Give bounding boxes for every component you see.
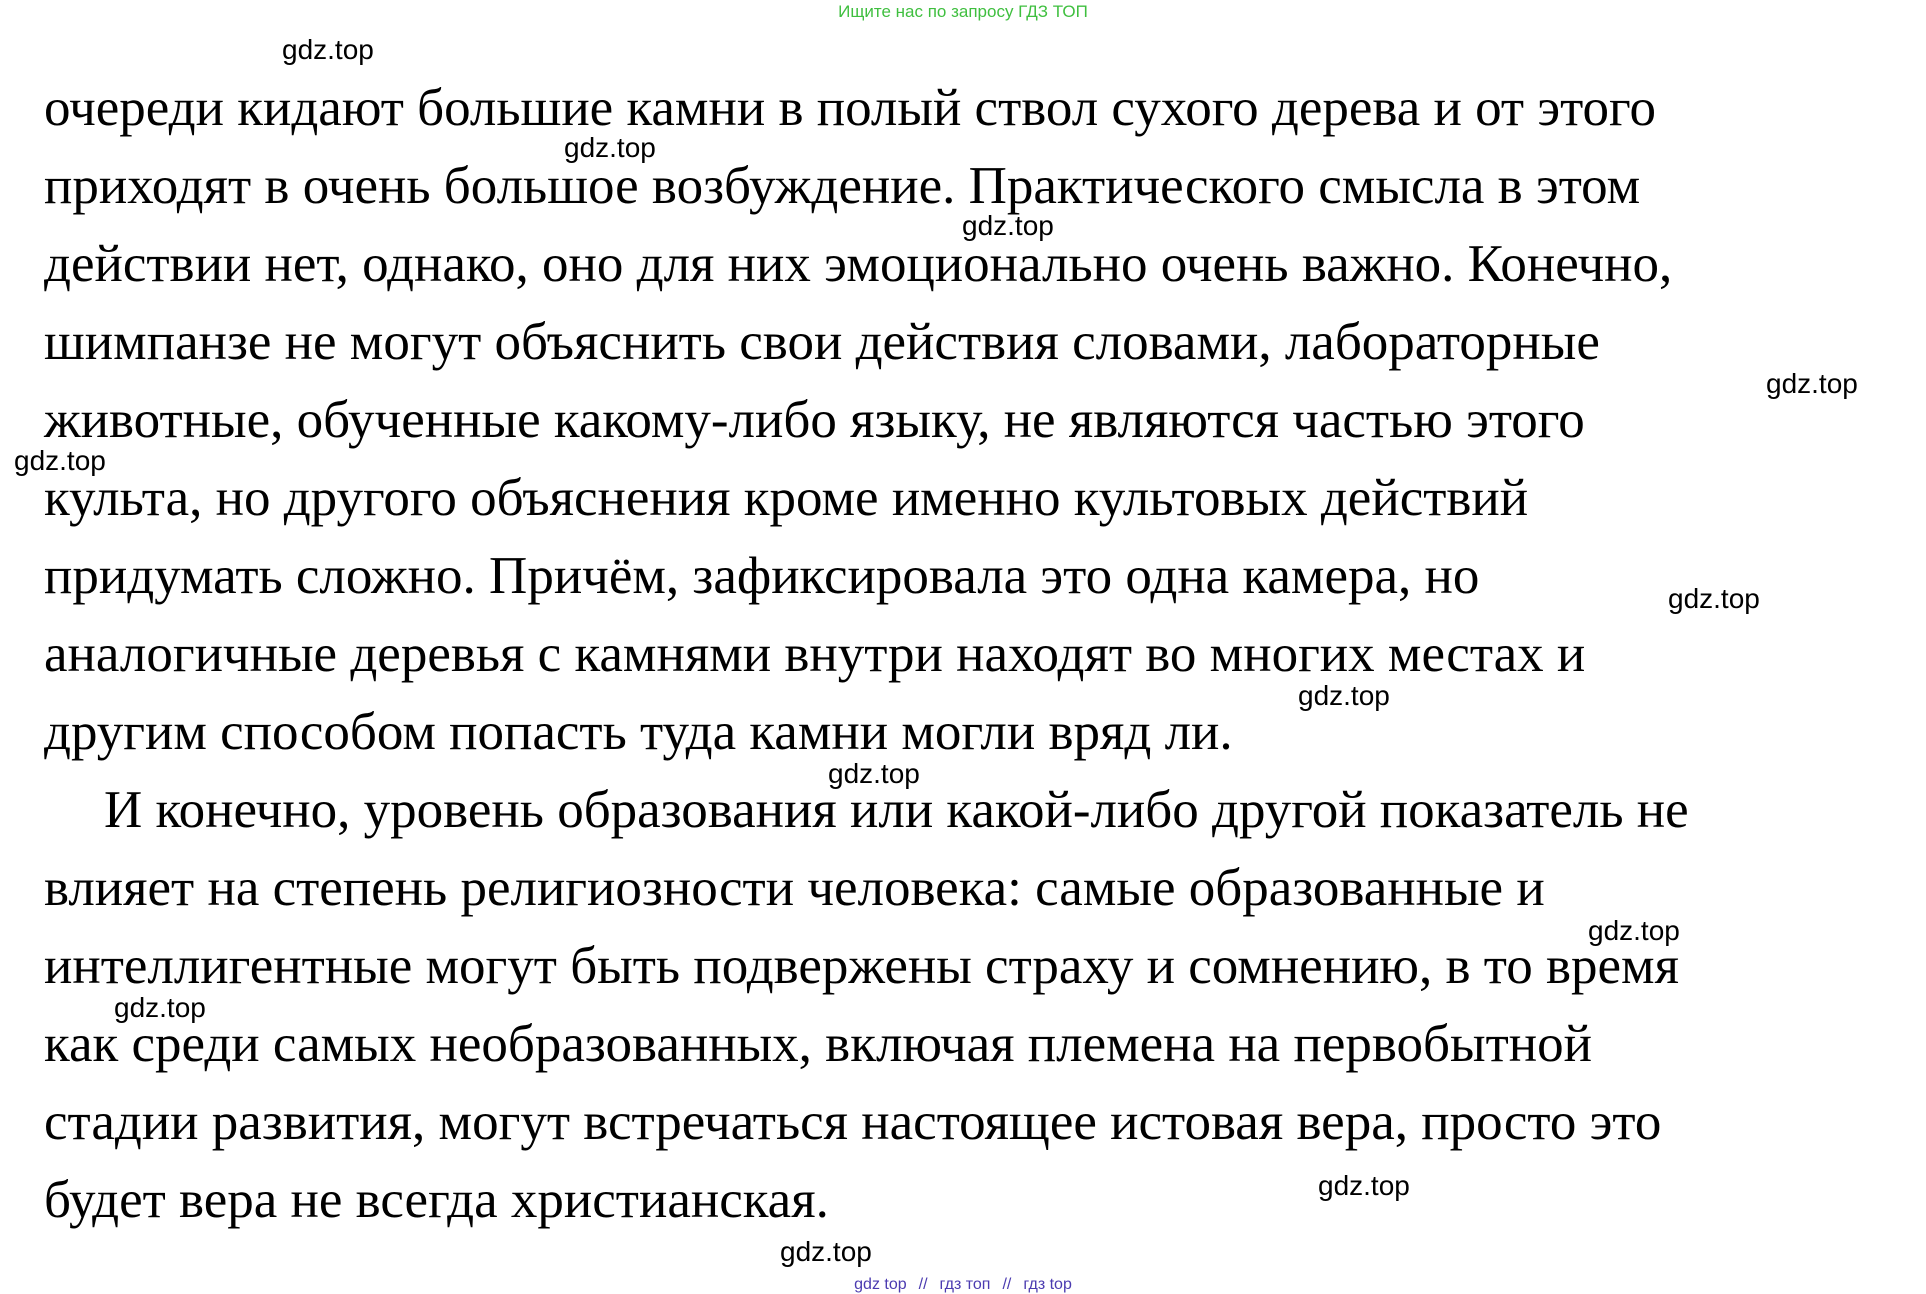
footer-link-gdz-top[interactable]: gdz top [854,1276,907,1293]
watermark: gdz.top [282,34,374,65]
text-line: действии нет, однако, оно для них эмоционально очень важно. Конечно, [44,235,1673,293]
watermark: gdz.top [780,1236,872,1267]
text-line: интеллигентные могут быть подвержены страху и сомнению, в то время [44,937,1679,995]
paragraph-start-line: И конечно, уровень образования или какой-либо другой показатель не [104,781,1689,839]
text-line: влияет на степень религиозности человека: самые образованные и [44,859,1545,917]
watermark: gdz.top [1668,583,1760,614]
watermark: gdz.top [1588,915,1680,946]
footer-links [0,1276,1926,1294]
text-line: будет вера не всегда христианская. [44,1171,829,1229]
watermark: gdz.top [1298,680,1390,711]
text-line: как среди самых необразованных, включая племена на первобытной [44,1015,1592,1073]
text-line: очереди кидают большие камни в полый ствол сухого дерева и от этого [44,79,1656,137]
footer-link-gdz-top-ru[interactable]: гдз топ [939,1276,991,1293]
text-line: культа, но другого объяснения кроме именно культовых действий [44,469,1529,527]
text-line: животные, обученные какому-либо языку, не являются частью этого [44,391,1585,449]
text-line: приходят в очень большое возбуждение. Практического смысла в этом [44,157,1641,215]
text-line: аналогичные деревья с камнями внутри находят во многих местах и [44,625,1586,683]
watermark: gdz.top [962,210,1054,241]
watermark: gdz.top [14,445,106,476]
watermark: gdz.top [1318,1170,1410,1201]
text-line: другим способом попасть туда камни могли вряд ли. [44,703,1233,761]
text-line: стадии развития, могут встречаться настоящее истовая вера, просто это [44,1093,1662,1151]
watermark: gdz.top [564,132,656,163]
top-banner[interactable]: Ищите нас по запросу ГДЗ ТОП [838,2,1088,21]
text-line: придумать сложно. Причём, зафиксировала это одна камера, но [44,547,1480,605]
watermark: gdz.top [828,758,920,789]
footer-link-gdz-top-mixed[interactable]: гдз top [1023,1276,1072,1293]
text-line: шимпанзе не могут объяснить свои действия словами, лабораторные [44,313,1600,371]
watermark: gdz.top [114,992,206,1023]
watermark: gdz.top [1766,368,1858,399]
footer-separator: // [918,1276,928,1293]
footer-separator: // [1002,1276,1012,1293]
